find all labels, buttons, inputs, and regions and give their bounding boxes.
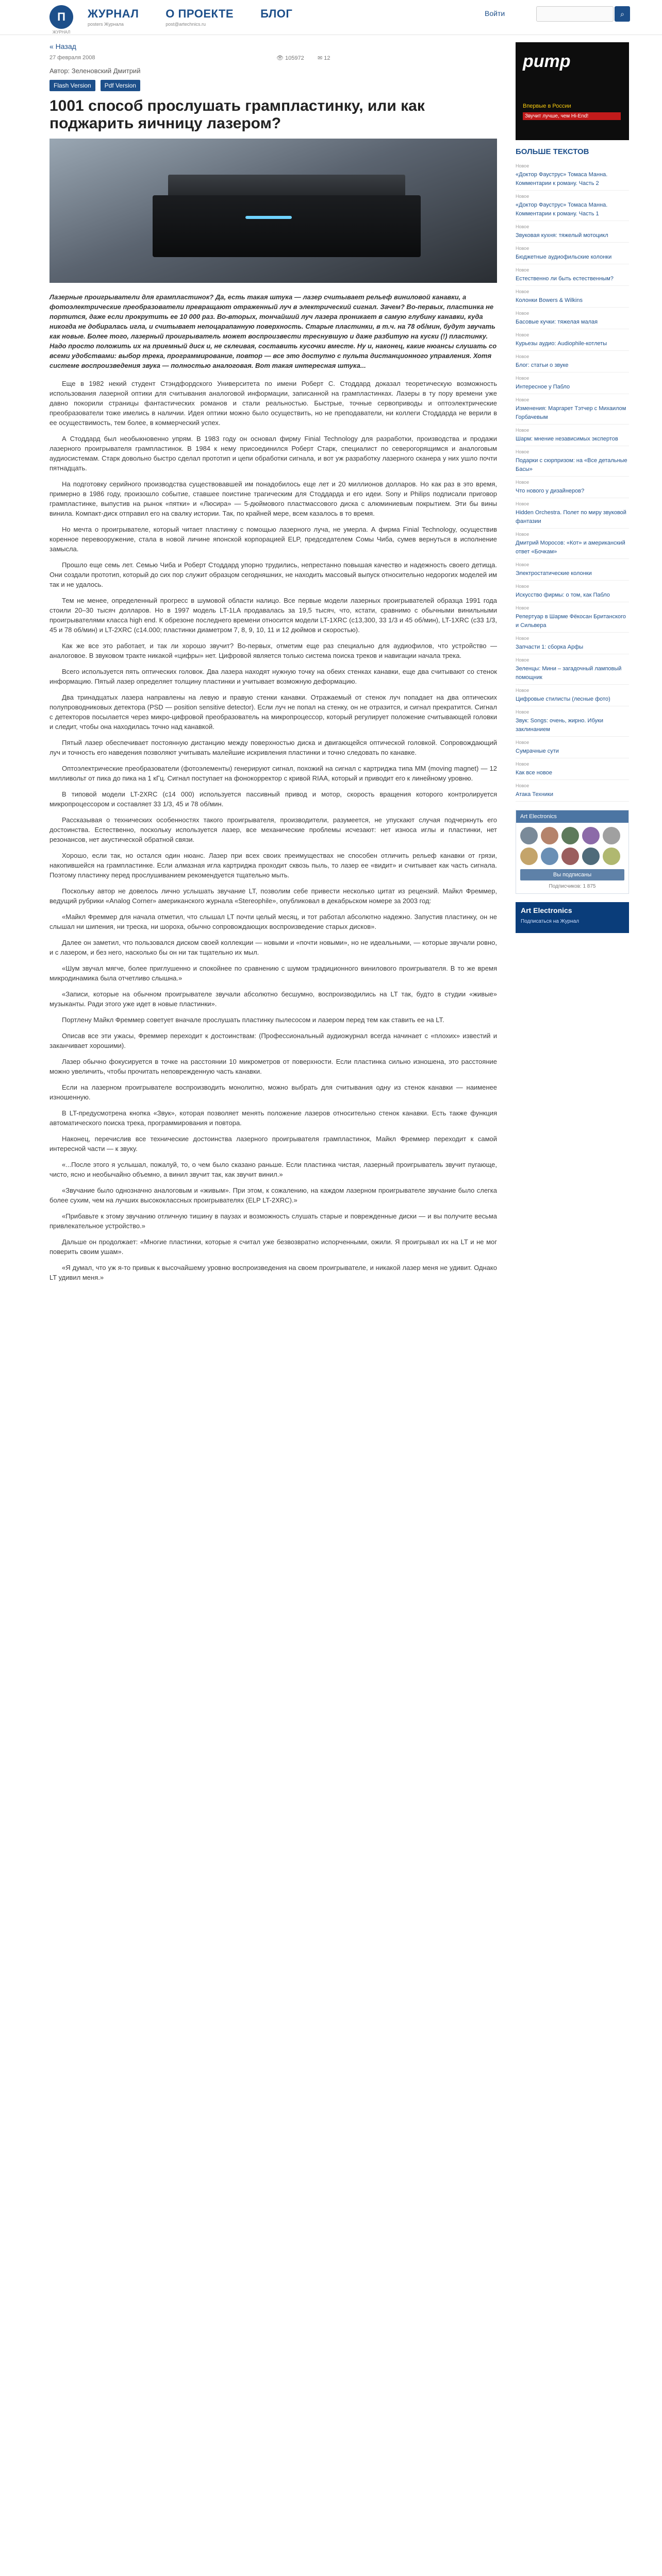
sidebar-item-tag: Новое <box>516 428 529 433</box>
turntable-body <box>153 195 421 257</box>
sidebar-item-tag: Новое <box>516 584 529 589</box>
sidebar-list-item[interactable] <box>516 286 629 308</box>
nav-about[interactable]: О ПРОЕКТЕ post@artechnics.ru <box>166 7 234 27</box>
site-logo[interactable]: П <box>49 5 73 29</box>
ad-slogan: Звучит лучше, чем Hi-End! <box>523 112 621 120</box>
vk-avatar[interactable] <box>541 848 558 865</box>
article-paragraph: А Стоддард был необыкновенно упрям. В 1983 году он основал фирму Finial Technology для разработки, производства и продажи лазерного проигрывателя грампластинок. В 1984 к нему присоединился Роберт Старк, специалист по северогорящимся и аналоговым аудиосистемам. Старк довольно быстро сделал прототип и цепи обработки сигнала, и вот уж разработку лазерного сканера у них ушло почти пятнадцать. <box>49 435 497 472</box>
nav-blog[interactable]: БЛОГ <box>260 7 293 20</box>
sidebar-ad-2[interactable] <box>516 902 629 933</box>
sidebar-list-item[interactable] <box>516 685 629 706</box>
article-paragraph: Наконец, перечислив все технические достоинства лазерного проигрывателя грампластинок, Майкл Фреммер переходит к самой интересной части — к звуку. <box>49 1135 497 1153</box>
sidebar-list-item[interactable] <box>516 264 629 286</box>
sidebar-list-item[interactable] <box>516 160 629 191</box>
login-link[interactable]: Войти <box>485 9 505 18</box>
nav-journal[interactable]: ЖУРНАЛ posters Журнала <box>88 7 139 27</box>
ad2-title: Art Electronics <box>521 906 572 914</box>
sidebar-item-tag: Новое <box>516 246 529 251</box>
version-buttons <box>49 80 497 93</box>
sidebar-item-link[interactable]: Что нового у дизайнеров? <box>516 488 585 494</box>
sidebar-list-item[interactable] <box>516 477 629 498</box>
sidebar-list-item[interactable] <box>516 394 629 425</box>
sidebar-item-link[interactable]: Цифровые стилисты (лесные фото) <box>516 696 610 702</box>
sidebar-item-link[interactable]: Атака Техники <box>516 791 554 798</box>
back-link[interactable]: « Назад <box>49 42 76 50</box>
eye-icon: 👁 <box>276 55 286 61</box>
article-paragraph: Портлену Майкл Фреммер советует вначале прослушать пластинку пылесосом и лазером перед тем как ставить ее на LT. <box>62 1016 444 1024</box>
sidebar-item-tag: Новое <box>516 605 529 611</box>
sidebar-item-tag: Новое <box>516 740 529 745</box>
sidebar-item-link[interactable]: «Доктор Фауструс» Томаса Манна. Комментарии к роману. Часть 2 <box>516 172 608 187</box>
article-paragraph: Если на лазерном проигрывателе воспроизводить монолитно, можно выбрать для считывания одну из стенок канавки — наименее изношенную. <box>49 1083 497 1101</box>
sidebar-item-link[interactable]: Блог: статьи о звуке <box>516 362 569 368</box>
sidebar-item-tag: Новое <box>516 354 529 359</box>
article-paragraph: «Шум звучал мягче, более приглушенно и спокойнее по сравнению с шумом традиционного винилового проигрывателя. В то же время микродинамика была отчетливо слышна.» <box>49 964 497 982</box>
sidebar-item-link[interactable]: Запчасти 1: сборка Арфы <box>516 644 584 650</box>
article-paragraph: «Прибавьте к этому звучанию отличную тишину в паузах и возможность слушать старые и поврежденные диски — и вы получите весьма привлекательное устройство.» <box>49 1212 497 1230</box>
sidebar-item-link[interactable]: Hidden Orchestra. Полет по миру звуковой фантазии <box>516 510 626 524</box>
article-paragraph: Описав все эти ужасы, Фреммер переходит к достоинствам: (Профессиональный аудиожурнал всегда начинает с «плохих» известий и заканчивает хорошими). <box>49 1032 497 1049</box>
sidebar <box>516 42 629 933</box>
article-paragraph: Далее он заметил, что пользовался диском своей коллекции — новыми и «почти новыми», но не идеальными, — которые звучали ровно, и с лазером, и без него, насколько бы он ни так тщательно их мыл. <box>49 939 497 956</box>
article-paragraph: На подготовку серийного производства существовавшей им понадобилось еще лет и 20 миллионов долларов. Но как раз в это время, примерно в 1986 году, произошло событие, ставшее поистине трагическим для Стоддарда и его идеи. Sony и Philips подписали приговор грампластинке, выпустив на рынок «пятки» и «Люсира» — 5-дюймового пластмассового диска с алюминиевым покрытием. Эти бы вины винила. Компакт-диск отправил его на свалку истории. Так, по крайней мере, всем казалось в то время. <box>49 480 497 517</box>
logo-caption: ЖУРНАЛ <box>52 30 71 35</box>
article-paragraph: Всего используется пять оптических головок. Два лазера находят нужную точку на обеих стенках канавки, еще два считывают со стенок информацию. Пятый лазер определяет толщину пластинки и учитывает возможную деформацию. <box>49 668 497 685</box>
sidebar-item-link[interactable]: Звуковая кухня: тяжелый мотоцикл <box>516 232 608 239</box>
sidebar-item-tag: Новое <box>516 163 529 168</box>
article-paragraph: Два тринадцатых лазера направлены на левую и правую стенки канавки. Отражаемый от стенок луч попадает на два оптических полупроводниковых детектора (PSD — position sensitive detector). Если луч не попал на стенку, он не отразится, и сигнал прекратится. Сигнал с детекторов посылается через микро-цифровой преобразователь на микропроцессор, который регулирует положение считывающей головки и следит, чтобы она находилась точно над канавкой. <box>49 693 497 731</box>
sidebar-list-item[interactable] <box>516 351 629 372</box>
sidebar-item-link[interactable]: «Доктор Фауструс» Томаса Манна. Комментарии к роману. Часть 1 <box>516 202 608 217</box>
article-paragraph: Лазер обычно фокусируется в точке на расстоянии 10 микрометров от поверхности. Если пластинка сильно изношена, это расстояние можно увеличить, чтобы прочитать неповрежденную часть канавки. <box>49 1058 497 1075</box>
article-paragraph: Тем не менее, определенный прогресс в шумовой области налицо. Все первые модели лазерных проигрывателей образца 1991 года стоили 20–30 тысяч долларов. Но в 1997 модель LT-1LA продавалась за 19,5 тысяч, что, кстати, сравнимо с обычными винильными проигрывателями класса high end. К обрезоне последнего времени относится модели LT-1XRC (с13,300, 33 1/3 и 45 об/мин), LT-1XRC (c33 1/3, 45 и 78 об/мин) и LT-2XRC (с14.000; пластинки диаметром 7, 8, 9, 10, 11 и 12 дюймов и скоростью). <box>49 597 497 634</box>
sidebar-item-link[interactable]: Интересное у Пабло <box>516 384 570 390</box>
article-paragraph: Еще в 1982 некий студент Стэндфордского Университета по имени Роберт С. Стоддард доказал теоретическую возможность использования лазерной оптики для считывания аналоговой информации, записанной на грампластинках. Лазеры в ту пору времени уже давно покорили страницы фантастических романов и стали реальностью. Быстрые, точные сервоприводы и оптоэлектрические преобразователи тоже имелись в наличии. Идея оптики можно было осуществить, но не преподаватели, ни коллеги Стоддарда не верили в ее осуществимость, тем более, в коммерческий успех. <box>49 380 497 427</box>
sidebar-item-link[interactable]: Электростатические колонки <box>516 570 592 577</box>
sidebar-item-tag: Новое <box>516 480 529 485</box>
more-texts-list <box>516 160 629 802</box>
sidebar-list-item[interactable] <box>516 758 629 780</box>
sidebar-item-link[interactable]: Искусство фирмы: о том, как Пабло <box>516 592 610 598</box>
vk-avatar[interactable] <box>561 848 579 865</box>
sidebar-list-item[interactable] <box>516 221 629 243</box>
sidebar-item-link[interactable]: Естественно ли быть естественным? <box>516 276 614 282</box>
vk-widget <box>516 810 629 894</box>
turntable-display <box>245 216 292 219</box>
sidebar-item-link[interactable]: Репертуар в Шарме Фёкосан Британского и Сильвера <box>516 614 626 629</box>
vk-avatar[interactable] <box>603 848 620 865</box>
sidebar-ad[interactable] <box>516 42 629 140</box>
article-paragraph: «...После этого я услышал, пожалуй, то, о чем было сказано раньше. Если пластинка чистая, лазерный проигрыватель звучит пугающе, чисто, ясно и необычайно объемно, а винил звучит так, как звучит винил.» <box>49 1161 497 1178</box>
sidebar-list-item[interactable] <box>516 372 629 394</box>
sidebar-list-item[interactable] <box>516 780 629 802</box>
sidebar-list-item[interactable] <box>516 243 629 264</box>
vk-avatar[interactable] <box>582 848 600 865</box>
article-paragraph: Как же все это работает, и так ли хорошо звучит? Во-первых, отметим еще раз специально для аудиофилов, что устройство — аналоговое. В звуковом тракте никакой «цифры» нет. Цифровой является только система поиска треков и навигации начала трека. <box>49 642 497 659</box>
ad-logo: pump <box>523 52 571 71</box>
sidebar-item-tag: Новое <box>516 289 529 294</box>
sidebar-item-tag: Новое <box>516 761 529 767</box>
article-title: 1001 способ прослушать грампластинку, или как поджарить яичницу лазером? <box>49 97 425 132</box>
article-paragraph: Но мечта о проигрывателе, который читает пластинку с помощью лазерного луча, не умерла. А фирма Finial Technology, осуществив коренное перевооружение, стала в новой личине японской корпорацией ELP, председателем Сомы Чиба, сумев вернуться в исполнение замысла. <box>49 526 497 553</box>
sidebar-item-tag: Новое <box>516 688 529 693</box>
vk-title: Art Electronics <box>516 810 628 823</box>
sidebar-list-item[interactable] <box>516 737 629 758</box>
sidebar-list-item[interactable] <box>516 633 629 654</box>
sidebar-item-link[interactable]: Изменения: Маргарет Тэтчер с Михаилом Горбачевым <box>516 405 626 420</box>
sidebar-list-item[interactable] <box>516 654 629 685</box>
sidebar-item-link[interactable]: Басовые кучки: тяжелая малая <box>516 319 598 325</box>
more-texts-heading: БОЛЬШЕ ТЕКСТОВ <box>516 147 589 156</box>
sidebar-list-item[interactable] <box>516 529 629 559</box>
flash-version-button[interactable]: Flash Version <box>49 80 95 91</box>
article-paragraph: Пятый лазер обеспечивает постоянную дистанцию между поверхностью диска и двигающейся оптической головкой. Сопровождающий луч и точность его наведения позволяют учитывать малейшие искривления пластинки и точно следовать по канавке. <box>49 739 497 756</box>
sidebar-item-link[interactable]: Как все новое <box>516 770 552 776</box>
article <box>49 42 497 1289</box>
ad2-subtitle: Подписаться на Журнал <box>521 919 580 924</box>
article-paragraph: Дальше он продолжает: «Многие пластинки, которые я считал уже безвозвратно испорченными, ожили. Я проигрывал их на LT и не мог поверить своим ушам». <box>49 1238 497 1256</box>
sidebar-item-tag: Новое <box>516 501 529 506</box>
article-paragraph: Оптоэлектрические преобразователи (фотоэлементы) генерируют сигнал, похожий на сигнал с картриджа типа MM (moving magnet) — 12 милливольт от пика до пика на 1 кГц. Сигнал поступает на фонокорректор с кривой RIAA, который и приводит его к линейному уровню. <box>49 765 497 782</box>
sidebar-item-tag: Новое <box>516 311 529 316</box>
sidebar-item-tag: Новое <box>516 224 529 229</box>
sidebar-item-tag: Новое <box>516 376 529 381</box>
sidebar-list-item[interactable] <box>516 706 629 737</box>
article-body <box>49 379 497 1282</box>
comment-icon: ✉ <box>318 55 324 61</box>
sidebar-item-tag: Новое <box>516 532 529 537</box>
article-author: Автор: Зеленовский Дмитрий <box>49 67 141 75</box>
sidebar-item-tag: Новое <box>516 194 529 199</box>
sidebar-item-tag: Новое <box>516 657 529 663</box>
vk-avatar[interactable] <box>561 827 579 844</box>
vk-avatar[interactable] <box>541 827 558 844</box>
article-lead: Лазерные проигрыватели для грампластинок? Да, есть такая штука — лазер считывает рельеф виниловой канавки, а фотоэлектрические преобразователи превращают отраженный луч в электрический сигнал. Зачем? Во-первых, пластинка не портится, даже если прокрутить ее 10 000 раз. Во-вторых, тончайший луч лазера проникает в самую глубину канавки, куда никогда не добиралась игла, и считывает непоцарапанную поверхность. Старые пластинки, в т.ч. на 78 об/мин, будут звучать как новые. Более того, лазерный проигрыватель может воспроизвести треснувшую и даже разбитую на куски (!) пластинку. Надо просто положить их на приемный диск и, не склеивая, составить кусочки вместе. Ну и, наконец, какие нюансы слушать со всеми удобствами: выбор трека, программирование, повтор — все это доступно с пульта дистанционного управления. Хотя системе воспроизведения звука — полностью аналоговая. Вот такая интересная штука... <box>49 293 497 369</box>
sidebar-list-item[interactable] <box>516 498 629 529</box>
sidebar-list-item[interactable] <box>516 329 629 351</box>
sidebar-item-tag: Новое <box>516 636 529 641</box>
vk-avatar[interactable] <box>603 827 620 844</box>
sidebar-item-link[interactable]: Бюджетные аудиофильские колонки <box>516 254 612 260</box>
sidebar-item-link[interactable]: Сумрачные сути <box>516 748 559 754</box>
sidebar-item-tag: Новое <box>516 332 529 337</box>
sidebar-item-link[interactable]: Звук: Songs: очень, жирно. Ибуки заклинанием <box>516 718 603 733</box>
sidebar-item-link[interactable]: Колонки Bowers & Wilkins <box>516 297 583 303</box>
sidebar-list-item[interactable] <box>516 446 629 477</box>
article-paragraph: Рассказывая о технических особенностях такого проигрывателя, производители, разумеется, не упускают случая подчеркнуть его достоинства. Естественно, поскольку используется лазер, все механические проблемы исчезают: нет износа иглы и пластинки, нет резонансов, нет акустической обратной связи. <box>49 816 497 843</box>
views-count: 👁 105972 <box>276 55 304 61</box>
vk-avatars <box>520 827 624 865</box>
ad-tagline: Впервые в России <box>523 103 571 109</box>
sidebar-list-item[interactable] <box>516 425 629 446</box>
search-icon[interactable]: ⌕ <box>615 6 630 22</box>
sidebar-list-item[interactable] <box>516 602 629 633</box>
sidebar-item-link[interactable]: Подарки с сюрпризом: на «Все детальные Басы» <box>516 457 627 472</box>
article-paragraph: Поскольку автор не довелось лично услышать звучание LT, позволим себе привести несколько цитат из рецензий. Майкл Фреммер, ведущий рубрики «Analog Corner» американского журнала «Stereophile», опубликовал в декабрьском номере за 2003 год: <box>49 887 497 905</box>
main-nav <box>88 7 319 27</box>
sidebar-item-tag: Новое <box>516 562 529 567</box>
article-paragraph: «Майкл Фреммер для начала отметил, что слышал LT почти целый месяц, и тот работал абсолютно надежно. Запустив пластинку, он не слышал ни шипения, ни треска, ни шороха, обычно сопровождающих воспроизведение старых дисков». <box>49 913 497 930</box>
sidebar-item-tag: Новое <box>516 449 529 454</box>
vk-subscribe-button[interactable]: Вы подписаны <box>520 869 624 880</box>
article-meta <box>49 55 497 64</box>
vk-avatar[interactable] <box>520 848 538 865</box>
sidebar-list-item[interactable] <box>516 191 629 221</box>
sidebar-item-link[interactable]: Курьезы аудио: Audiophile-котлеты <box>516 341 607 347</box>
vk-subscriber-count: Подписчиков: 1 875 <box>549 884 596 889</box>
sidebar-item-link[interactable]: Зеленцы: Мини – загадочный ламповый помощник <box>516 666 622 681</box>
sidebar-item-link[interactable]: Дмитрий Моросов: «Кот» и американский ответ «Бочкам» <box>516 540 625 555</box>
sidebar-item-tag: Новое <box>516 397 529 402</box>
sidebar-item-link[interactable]: Шарм: мнение независимых экспертов <box>516 436 618 442</box>
site-header <box>0 0 662 35</box>
article-paragraph: «Записи, которые на обычном проигрывателе звучали абсолютно бесшумно, воспроизводились на LT так, будто в студии «живые» музыканты. Ради этого уже идет в новые пластинки». <box>49 990 497 1008</box>
pdf-version-button[interactable]: Pdf Version <box>101 80 140 91</box>
article-paragraph: В типовой модели LT-2XRC (с14 000) используется пассивный привод и мотор, скорость вращения которого контролируется микропроцессором и составляет 33 1/3, 45 и 78 об/мин. <box>49 790 497 808</box>
article-paragraph: В LT-предусмотрена кнопка «Звук», которая позволяет менять положение лазеров относительно стенок канавки. Есть также функция автоматического поиска трека, программирования и повтора. <box>49 1109 497 1127</box>
sidebar-item-tag: Новое <box>516 267 529 273</box>
article-date: 27 февраля 2008 <box>49 55 95 61</box>
article-paragraph: «Я думал, что уж я-то привык к высочайшему уровню воспроизведения на своем проигрывателе, и никакой лазер меня не удивит. Однако LT удивил меня.» <box>49 1264 497 1281</box>
comments-count[interactable]: ✉ 12 <box>318 55 330 61</box>
article-paragraph: Прошло еще семь лет. Семью Чиба и Роберт Стоддард упорно трудились, непрестанно повышая качество и надежность своего детища. Они создали прототип, который до сих пор служит образцом сегодняшних, не находить массовый выпуск относительно недорогих моделей им так и не удалось. <box>49 561 497 588</box>
sidebar-list-item[interactable] <box>516 581 629 602</box>
article-paragraph: «Звучание было однозначно аналоговым и «живым». При этом, к сожалению, на каждом лазерном проигрывателе звучание было слегка более сухим, чем на лучших высококлассных проигрывателях (ELP LT-2XRC).» <box>49 1187 497 1204</box>
search-input[interactable] <box>536 6 614 22</box>
vk-avatar[interactable] <box>520 827 538 844</box>
sidebar-item-tag: Новое <box>516 783 529 788</box>
hero-image <box>49 139 497 283</box>
sidebar-list-item[interactable] <box>516 308 629 329</box>
article-paragraph: Хорошо, если так, но остался один нюанс. Лазер при всех своих преимуществах не способен отличить рельеф канавки от грязи, накопившейся на грампластинке. Если алмазная игла картриджа проходит сквозь пыль, то лазер ее «видит» и считывает как часть сигнала. Поэтому пластинку перед прослушиванием рекомендуется тщательно мыть. <box>49 852 497 879</box>
vk-avatar[interactable] <box>582 827 600 844</box>
sidebar-list-item[interactable] <box>516 559 629 581</box>
sidebar-item-tag: Новое <box>516 709 529 715</box>
